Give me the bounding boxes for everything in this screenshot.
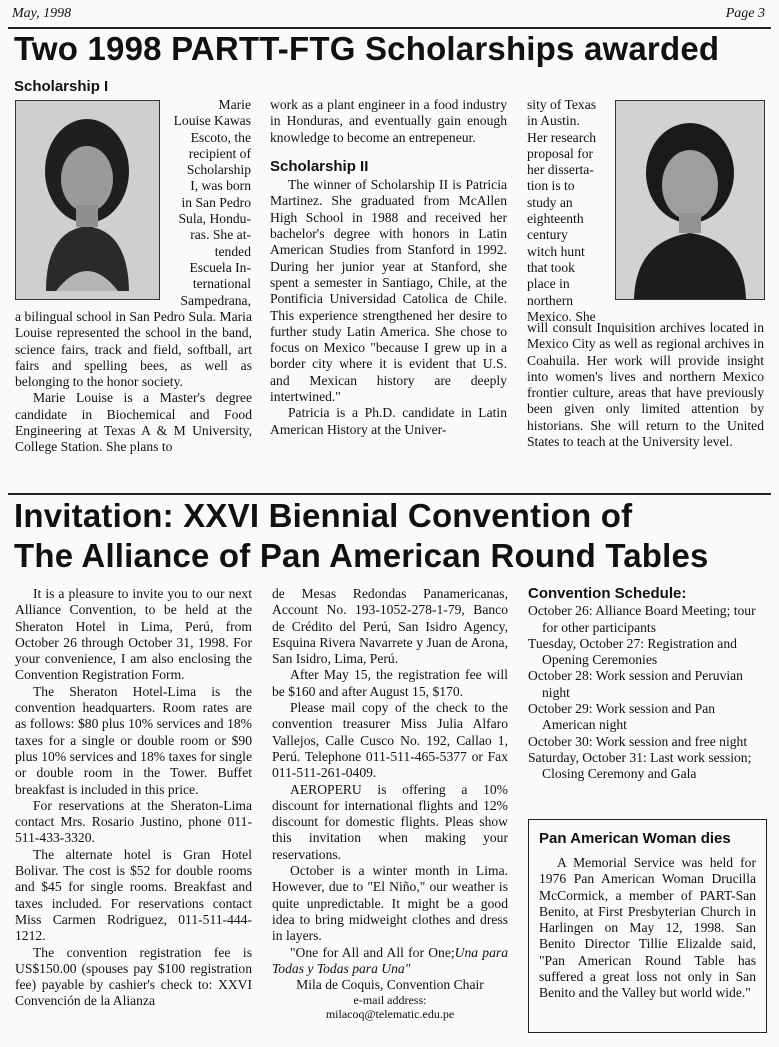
schedule-title: Convention Schedule: — [528, 585, 687, 602]
scholarship-2-paragraph-1: The winner of Scholarship II is Patricia Martinez. She graduated from McAllen High School in 1988 and received her bachelor's degree with honors in Latin American Studies from Stanford in 1992. During her junior year at Stanford, she spent a semester in Santiago, Chile, at the Pontificia Universidad Catolica de Chile. This experience strengthened her desire to further study Latin America. She chose to focus on Mexico "because I grew up in a border city where it is evident that U.S. and Mexican history are deeply intertwined." — [270, 177, 507, 405]
scholarship-1-paragraph-1: a bilingual school in San Pedro Sula. Maria Louise represented the school in the band, science fairs, track and field, softball, art fairs and spelling bees, as well as belonging to the honor society. — [15, 309, 252, 390]
schedule-item: Tuesday, October 27: Registration and Opening Ceremonies — [528, 635, 737, 668]
narrow-line: proposal for — [527, 145, 594, 161]
dropcap-line: Sampedrana, — [180, 292, 251, 308]
dropcap-line: Escoto, the — [190, 129, 251, 145]
narrow-line: witch hunt — [527, 243, 585, 259]
invitation-paragraph-7: After May 15, the registration fee will be $160 and after August 15, $170. — [272, 667, 508, 699]
schedule-item: October 30: Work session and free night — [528, 733, 748, 749]
narrow-line: Her research — [527, 129, 597, 145]
scholarship-1-heading: Scholarship I — [14, 78, 109, 95]
narrow-line: her disserta- — [527, 162, 594, 178]
invitation-paragraph-9: AEROPERU is offering a 10% discount for international flights and 12% discount for domestic flights. Pleas show this invitation when making your reservations. — [272, 781, 508, 862]
section-rule — [8, 493, 771, 495]
page-number: Page 3 — [725, 6, 765, 21]
narrow-line: eighteenth — [527, 211, 584, 227]
dropcap-line: ternational — [192, 276, 251, 292]
invitation-paragraph-4: The alternate hotel is Gran Hotel Bolivar. The cost is $52 for double rooms and $45 for single rooms. Breakfast and taxes included. For reservations contact Miss Carmen Rodriguez, 011-511-444-1212. — [15, 846, 252, 944]
narrow-line: northern — [527, 292, 574, 308]
marie-louise-photo — [15, 100, 160, 300]
dropcap-line: in San Pedro — [181, 194, 251, 210]
schedule-item: October 28: Work session and Peruvian night — [528, 668, 743, 700]
invitation-paragraph-3: For reservations at the Sheraton-Lima contact Mrs. Rosario Justino, phone 011-511-433-3320. — [15, 797, 252, 846]
dropcap-lines — [160, 97, 251, 309]
invitation-paragraph-1: It is a pleasure to invite you to our next Alliance Convention, to be held at the Sheraton Hotel in Lima, Perú, from October 26 through October 31, 1998. For your convenience, I am also enclosing the Convention Registration Form. — [15, 586, 252, 683]
schedule-item: Saturday, October 31: Last work session; Closing Ceremony and Gala — [528, 749, 752, 782]
narrow-line: study an — [527, 194, 573, 210]
narrow-lines — [527, 97, 609, 325]
obituary-body: A Memorial Service was held for 1976 Pan American Woman Drucilla McCormick, a member of PART-San Benito, at First Presbyterian Church in Harlingen on May 12, 1998. San Benito Director Tillie Elizalde said, "Pan American Round Table has suffered a great loss not only in San Benito and the Valley but world wide." — [539, 855, 756, 1001]
dropcap-line: Marie — [218, 97, 251, 112]
obituary-title: Pan American Woman dies — [539, 830, 731, 847]
dropcap-line: ras. She at- — [190, 227, 251, 243]
convention-schedule — [528, 586, 768, 783]
scholarship-headline: Two 1998 PARTT-FTG Scholarships awarded — [14, 30, 720, 67]
dropcap-line: tended — [214, 243, 251, 259]
obituary-body-container — [539, 855, 756, 1002]
schedule-item: October 26: Alliance Board Meeting; tour for other participants — [528, 603, 756, 635]
narrow-line: that took — [527, 259, 575, 275]
scholarship-2-paragraph-2: Patricia is a Ph.D. candidate in Latin American History at the Univer- — [270, 405, 507, 437]
invitation-headline-line-2: The Alliance of Pan American Round Tables — [14, 537, 709, 574]
quote-spanish: Una para Todas y Todas para Una" — [272, 944, 508, 976]
dropcap-line: recipient of — [188, 145, 251, 161]
invitation-paragraph-2: The Sheraton Hotel-Lima is the convention headquarters. Room rates are as follows: $80 plus 10% services and 18% taxes for a single or double room or $90 plus 10% services and 18% taxes for single or double room in the Tower. Buffet breakfast is included in this price. — [15, 683, 252, 797]
narrow-line: sity of Texas — [527, 97, 597, 112]
scholarship-2-heading: Scholarship II — [270, 157, 369, 175]
invitation-paragraph-6: de Mesas Redondas Panamericanas, Account No. 193-1052-278-1-79, Banco de Crédito del Perú, San Isidro Agency, Esquina Rivera Navarrete y Juan de Arona, San Isidro, Lima, Perú. — [272, 586, 508, 667]
scholarship-2-narrow-column — [527, 97, 609, 325]
narrow-line: in Austin. — [527, 113, 580, 129]
schedule-list — [528, 603, 768, 782]
scholarship-2-paragraph-3: will consult Inquisition archives located in Mexico City as well as regional archives in Coahuila. Her work will provide insight into women's lives and northern Mexico frontier culture, areas that have previously been given only limited attention by historians. She will return to the United States to teach at the University level. — [527, 320, 764, 450]
scholarship-1-column-bottom — [15, 309, 252, 456]
scholarship-1-continued: work as a plant engineer in a food industry in Honduras, and eventually gain enough knowledge to become an entrepeneur. — [270, 97, 507, 145]
patricia-martinez-photo — [615, 100, 765, 300]
closing-quote — [272, 945, 508, 978]
invitation-paragraph-8: Please mail copy of the check to the convention treasurer Miss Julia Alfaro Vallejos, Calle Cusco No. 192, Callao 1, Perú. Telephone 011-511-465-5377 or Fax 011-511-261-0409. — [272, 700, 508, 781]
email-label: e-mail address: — [353, 993, 427, 1008]
email-address: milacoq@telematic.edu.pe — [325, 1007, 455, 1022]
dropcap-line: Louise Kawas — [173, 113, 251, 129]
schedule-item: October 29: Work session and Pan American night — [528, 701, 716, 733]
header-rule — [8, 27, 771, 29]
invitation-headline-line-1: Invitation: XXVI Biennial Convention of — [14, 497, 633, 534]
invitation-paragraph-5: The convention registration fee is US$150.00 (spouses pay $100 registration fee) payable by cashier's check to: XXVI Convención de la Alianza — [15, 944, 252, 1009]
portrait-icon — [16, 101, 159, 299]
quote-english: "One for All and All for One; — [290, 944, 455, 960]
issue-date: May, 1998 — [12, 6, 72, 21]
narrow-line: Mexico. She — [527, 308, 596, 324]
article-1-column-2 — [270, 97, 507, 438]
portrait-icon — [616, 101, 764, 299]
dropcap-line: Scholarship — [186, 162, 251, 178]
narrow-line: place in — [527, 276, 570, 292]
scholarship-1-dropcap-column — [160, 97, 251, 309]
dropcap-line: Escuela In- — [189, 259, 251, 275]
invitation-column-2 — [272, 586, 508, 1021]
signature: Mila de Coquis, Convention Chair — [296, 977, 484, 993]
scholarship-2-column-3 — [527, 320, 764, 450]
narrow-line: tion is to — [527, 178, 575, 194]
invitation-paragraph-10: October is a winter month in Lima. However, due to "El Niño," our weather is quite unpredictable. It might be a good idea to bring midweight clothes and dress in layers. — [272, 863, 508, 944]
invitation-column-1 — [15, 586, 252, 1010]
dropcap-line: Sula, Hondu- — [178, 211, 251, 227]
obituary-box — [528, 819, 767, 1033]
dropcap-line: I, was born — [190, 178, 251, 194]
scholarship-1-paragraph-2: Marie Louise is a Master's degree candidate in Biochemical and Food Engineering at Texas A & M University, College Station. She plans to — [15, 390, 252, 455]
narrow-line: century — [527, 227, 568, 243]
